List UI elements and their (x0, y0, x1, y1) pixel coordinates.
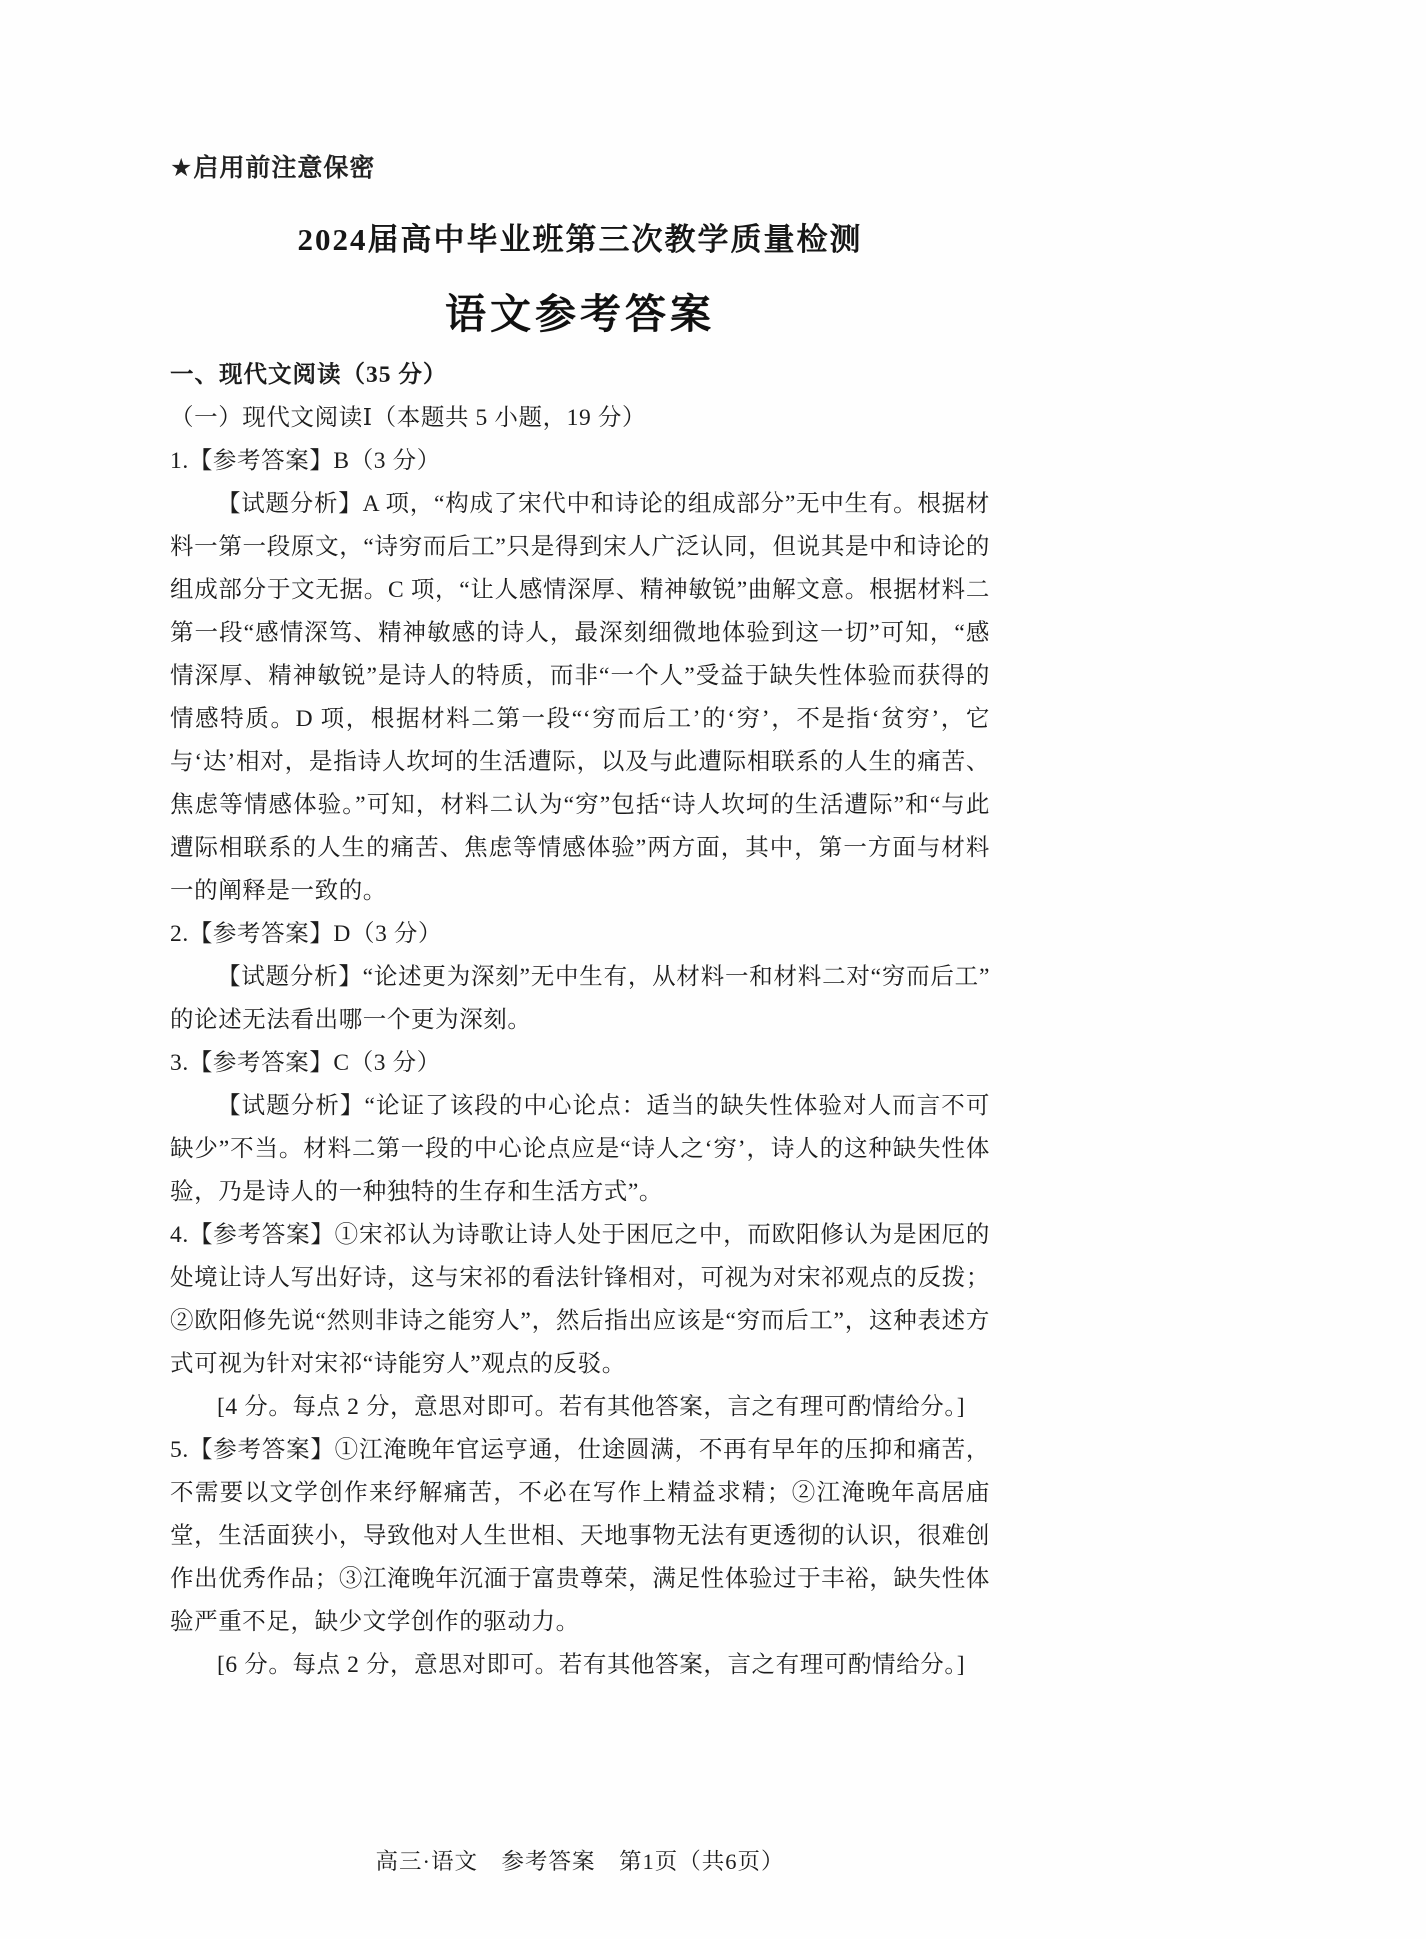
answer-body (170, 354, 990, 1687)
page-subtitle: 语文参考答案 (445, 291, 715, 337)
scoring-note-5: [6 分。每点 2 分，意思对即可。若有其他答案，言之有理可酌情给分。] (217, 1652, 966, 1678)
answer-item-5: 5.【参考答案】①江淹晚年官运亨通，仕途圆满，不再有早年的压抑和痛苦，不需要以文学创作来纾解痛苦，不必在写作上精益求精；②江淹晚年高居庙堂，生活面狭小，导致他对人生世相、天地事物无法有更透彻的认识，很难创作出优秀作品；③江淹晚年沉湎于富贵尊荣，满足性体验过于丰裕，缺失性体验严重不足，缺少文学创作的驱动力。 (170, 1437, 990, 1635)
page-footer: 高三·语文 参考答案 第1页（共6页） (375, 1849, 785, 1874)
page-title: 2024届高中毕业班第三次教学质量检测 (297, 222, 863, 257)
analysis-item-1: 【试题分析】A 项，“构成了宋代中和诗论的组成部分”无中生有。根据材料一第一段原文，“诗穷而后工”只是得到宋人广泛认同，但说其是中和诗论的组成部分于文无据。C 项，“让人感情深厚、精神敏锐”曲解文意。根据材料二第一段“感情深笃、精神敏感的诗人，最深刻细微地体验到这一切”可知，“感情深厚、精神敏锐”是诗人的特质，而非“一个人”受益于缺失性体验而获得的情感特质。D 项，根据材料二第一段“‘穷而后工’的‘穷’，不是指‘贫穷’，它与‘达’相对，是指诗人坎坷的生活遭际，以及与此遭际相联系的人生的痛苦、焦虑等情感体验。”可知，材料二认为“穷”包括“诗人坎坷的生活遭际”和“与此遭际相联系的人生的痛苦、焦虑等情感体验”两方面，其中，第一方面与材料一的阐释是一致的。 (170, 491, 990, 904)
analysis-item-3: 【试题分析】“论证了该段的中心论点：适当的缺失性体验对人而言不可缺少”不当。材料二第一段的中心论点应是“诗人之‘穷’，诗人的这种缺失性体验，乃是诗人的一种独特的生存和生活方式”。 (170, 1093, 990, 1205)
answer-item-3: 3.【参考答案】C（3 分） (170, 1050, 441, 1076)
scoring-note-4: [4 分。每点 2 分，意思对即可。若有其他答案，言之有理可酌情给分。] (217, 1394, 966, 1420)
subsection-heading: （一）现代文阅读Ⅰ（本题共 5 小题，19 分） (170, 405, 647, 431)
security-notice: ★启用前注意保密 (170, 154, 376, 182)
answer-item-2: 2.【参考答案】D（3 分） (170, 921, 443, 947)
analysis-item-2: 【试题分析】“论述更为深刻”无中生有，从材料一和材料二对“穷而后工”的论述无法看出哪一个更为深刻。 (170, 964, 990, 1033)
section-heading: 一、现代文阅读（35 分） (170, 362, 448, 388)
answer-item-4: 4.【参考答案】①宋祁认为诗歌让诗人处于困厄之中，而欧阳修认为是困厄的处境让诗人写出好诗，这与宋祁的看法针锋相对，可视为对宋祁观点的反拨；②欧阳修先说“然则非诗之能穷人”，然后指出应该是“穷而后工”，这种表述方式可视为针对宋祁“诗能穷人”观点的反驳。 (170, 1222, 990, 1377)
answer-item-1: 1.【参考答案】B（3 分） (170, 448, 441, 474)
